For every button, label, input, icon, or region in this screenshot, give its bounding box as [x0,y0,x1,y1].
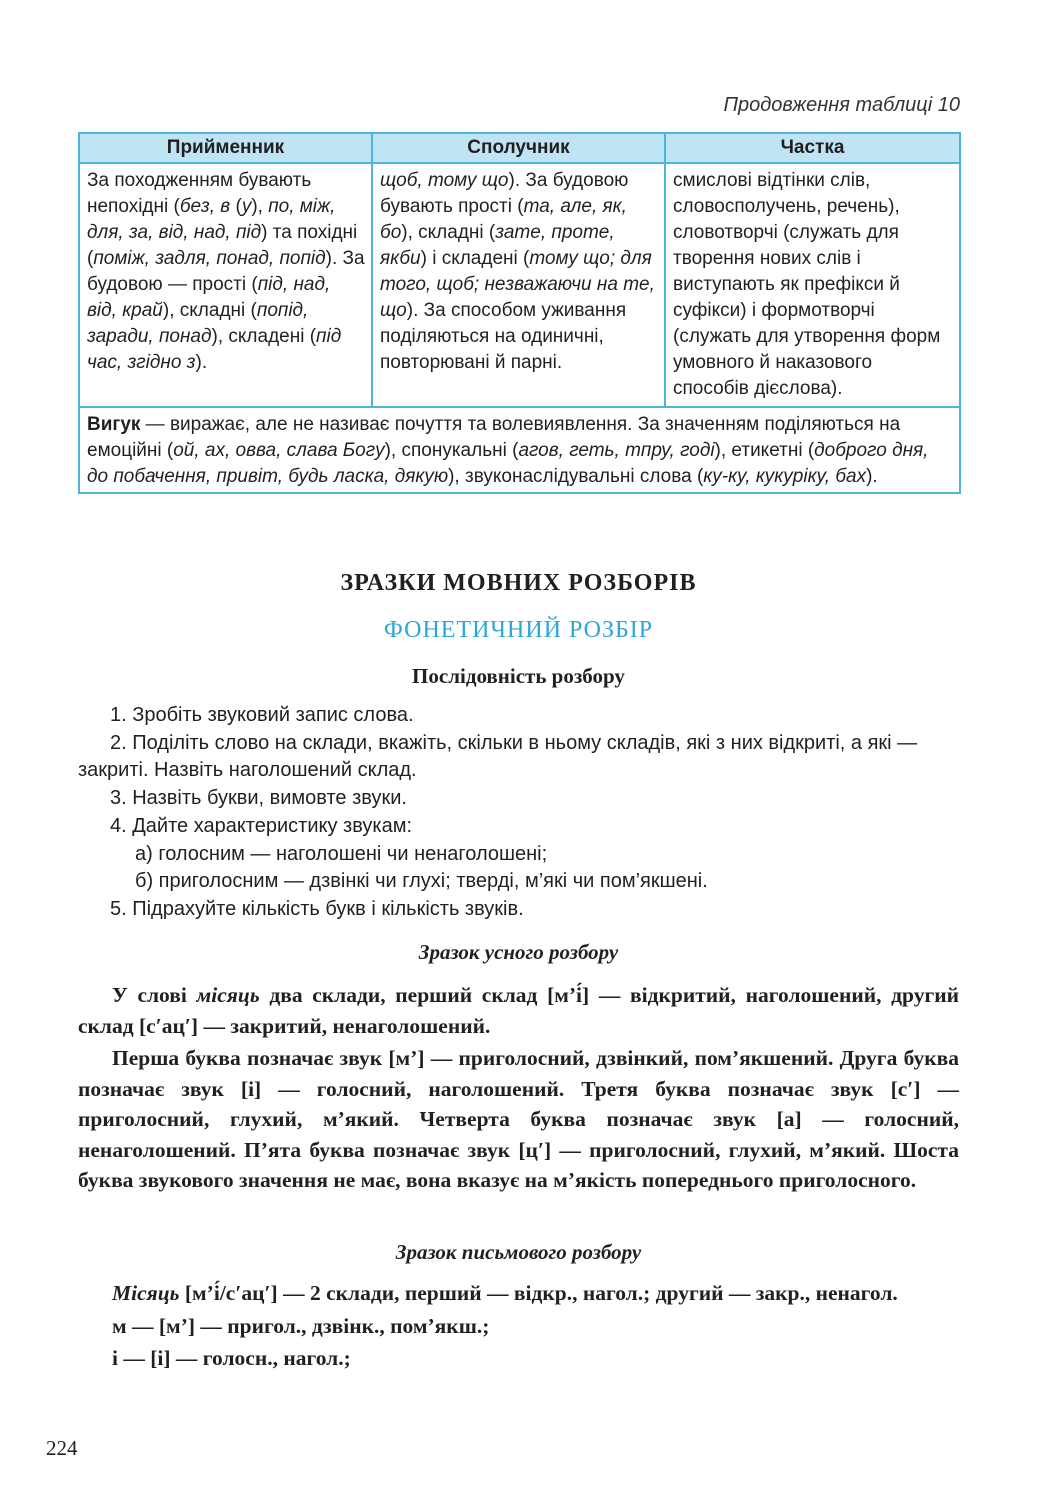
grammar-table [78,132,961,494]
section-title: ЗРАЗКИ МОВНИХ РОЗБОРІВ [340,570,697,596]
oral-analysis [78,980,959,1198]
interjection-text: — виражає, але не називає почуття та волевиявлення. За значенням поділяються на емоційні (ой, ах, овва, слава Богу), спонукальні (агов, геть, тпру, годі), етикетні (доброго дня, до побачення, привіт, будь ласка, дякую), звуконаслідувальні слова (ку-ку, кукуріку, бах). [87,414,929,487]
list-item: а) голосним — наголошені чи ненаголошені; [135,842,548,865]
table-body-row [79,163,960,407]
written-line: Місяць [м’і́/с′ац′] — 2 склади, перший — відкр., нагол.; другий — закр., ненагол. [112,1281,898,1305]
oral-paragraph: У слові місяць два склади, перший склад [м’і́] — відкритий, наголошений, другий склад [с′ац′] — закритий, ненаголошений. [78,983,959,1038]
header-preposition: Прийменник [79,133,372,163]
oral-paragraph: Перша буква позначає звук [м’] — приголосний, дзвінкий, пом’якшений. Друга буква позначає звук [і] — голосний, наголошений. Третя буква позначає звук [с′] — приголосний, глухий, м’який. Четверта буква позначає звук [а] — голосний, ненаголошений. П’ята буква позначає звук [ц′] — приголосний, глухий, м’який. Шоста буква звукового значення не має, вона вказує на м’якість попереднього приголосного. [78,1046,959,1192]
list-item: 1. Зробіть звуковий запис слова. [110,704,414,726]
cell-conjunction: щоб, тому що). За будовою бувають прості (та, але, як, бо), складні (зате, проте, якби) і складені (тому що; для того, щоб; незважаючи на те, що). За способом уживання поділяються на одиничні, повторювані й парні. [372,163,665,407]
page-number: 224 [46,1436,78,1460]
list-item: 5. Підрахуйте кількість букв і кількість звуків. [110,897,524,920]
subsection-title: ФОНЕТИЧНИЙ РОЗБІР [383,617,654,643]
written-analysis [78,1278,959,1376]
header-particle: Частка [665,133,960,163]
sequence-title: Послідовність розбору [412,664,625,688]
list-item: 3. Назвіть букви, вимовте звуки. [110,787,407,810]
header-conjunction: Сполучник [372,133,665,163]
table-caption: Продовження таблиці 10 [723,94,960,116]
table-interjection-row [79,407,960,493]
written-title: Зразок письмового розбору [395,1240,642,1264]
interjection-term: Вигук [87,414,141,435]
oral-title: Зразок усного розбору [418,940,619,964]
list-item: 4. Дайте характеристику звукам: [110,814,413,837]
steps-list [78,702,959,924]
cell-particle: смислові відтінки слів, словосполучень, речень), словотворчі (служать для творення нових слів і виступають як префікси й суфікси) і формотворчі (служать для утворення форм умовного й наказового способів дієслова). [665,163,960,407]
list-item: 2. Поділіть слово на склади, вкажіть, скільки в ньому складів, які з них відкриті, а які — закриті. Назвіть наголошений склад. [78,731,918,782]
written-line: і — [і] — голосн., нагол.; [112,1346,351,1370]
table-header-row [79,133,960,163]
written-line: м — [м’] — пригол., дзвінк., пом’якш.; [112,1313,490,1338]
cell-preposition: За походженням бувають непохідні (без, в (у), по, між, для, за, від, над, під) та похідні (поміж, задля, понад, попід). За будовою — прості (під, над, від, край), складні (попід, заради, понад), складені (під час, згідно з). [79,163,372,407]
list-item: б) приголосним — дзвінкі чи глухі; тверді, м’які чи пом’якшені. [135,870,708,893]
cell-interjection [79,407,960,493]
